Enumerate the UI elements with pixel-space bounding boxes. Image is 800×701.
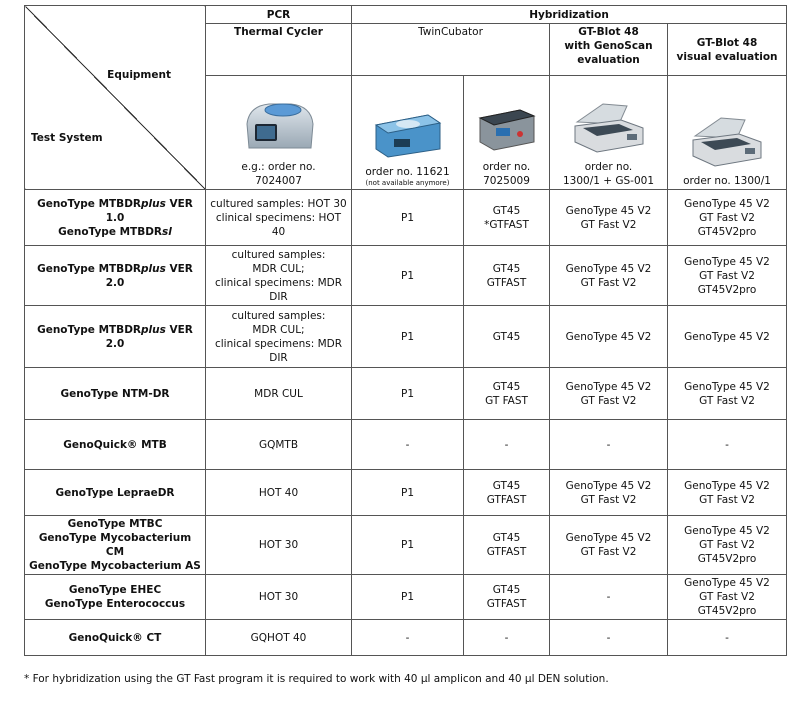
gtblot-genoscan-header: GT-Blot 48 with GenoScan evaluation <box>550 24 668 76</box>
table-row <box>25 420 787 470</box>
twincubator-old-program-cell: P1 <box>352 306 464 368</box>
genoscan-program-cell: - <box>550 620 668 656</box>
test-system-cell: GenoType EHEC GenoType Enterococcus <box>25 575 206 620</box>
pcr-program-cell: MDR CUL <box>206 368 352 420</box>
twincubator-new-program-cell: GT45 GTFAST <box>464 470 550 516</box>
twincubator-old-cell: order no. 11621 (not available anymore) <box>352 76 464 190</box>
twincubator-old-program-cell: P1 <box>352 190 464 246</box>
test-system-cell: GenoQuick® MTB <box>25 420 206 470</box>
genoscan-program-cell: GenoType 45 V2 GT Fast V2 <box>550 368 668 420</box>
test-system-cell: GenoType MTBDRplus VER 2.0 <box>25 306 206 368</box>
genoscan-program-cell: - <box>550 575 668 620</box>
pcr-header: PCR <box>206 6 352 24</box>
twincubator-old-program-cell: P1 <box>352 246 464 306</box>
test-system-cell: GenoQuick® CT <box>25 620 206 656</box>
twincubator-new-program-cell: GT45 <box>464 306 550 368</box>
twincubator-old-program-cell: - <box>352 620 464 656</box>
twincubator-new-program-cell: GT45 *GTFAST <box>464 190 550 246</box>
twincubator-new-program-cell: - <box>464 620 550 656</box>
test-system-cell: GenoType NTM-DR <box>25 368 206 420</box>
visual-program-cell: GenoType 45 V2 GT Fast V2 GT45V2pro <box>668 190 787 246</box>
pcr-program-cell: HOT 30 <box>206 575 352 620</box>
twincubator-old-program-cell: P1 <box>352 516 464 575</box>
gtblot-genoscan-device-image <box>569 98 649 154</box>
pcr-program-cell: HOT 30 <box>206 516 352 575</box>
gtblot-visual-header: GT-Blot 48 visual evaluation <box>668 24 787 76</box>
twincubator-new-program-cell: GT45 GTFAST <box>464 516 550 575</box>
twincubator-new-program-cell: GT45 GTFAST <box>464 246 550 306</box>
genoscan-program-cell: GenoType 45 V2 GT Fast V2 <box>550 516 668 575</box>
genoscan-program-cell: GenoType 45 V2 GT Fast V2 <box>550 190 668 246</box>
table-row <box>25 368 787 420</box>
twincubator-device-image <box>370 103 446 159</box>
table-row <box>25 190 787 246</box>
genoscan-program-cell: - <box>550 420 668 470</box>
table-body <box>25 190 787 656</box>
table-row <box>25 516 787 575</box>
table-row <box>25 246 787 306</box>
table-row <box>25 470 787 516</box>
twincubator-new-cell: order no. 7025009 <box>464 76 550 190</box>
test-system-cell: GenoType MTBDRplus VER 1.0 GenoType MTBDRsl <box>25 190 206 246</box>
thermal-cycler-device-image <box>239 94 319 154</box>
pcr-program-cell: GQMTB <box>206 420 352 470</box>
twincubator-header: TwinCubator <box>352 24 550 76</box>
twincubator-old-program-cell: - <box>352 420 464 470</box>
visual-program-cell: GenoType 45 V2 GT Fast V2 GT45V2pro <box>668 516 787 575</box>
twincubator-old-program-cell: P1 <box>352 368 464 420</box>
genoscan-program-cell: GenoType 45 V2 GT Fast V2 <box>550 246 668 306</box>
twincubator-new-program-cell: - <box>464 420 550 470</box>
gtblot-visual-device-image <box>687 112 767 168</box>
pcr-program-cell: HOT 40 <box>206 470 352 516</box>
twincubator-new-device-image <box>474 98 540 154</box>
footnote: * For hybridization using the GT Fast program it is required to work with 40 µl amplicon and 40 µl DEN solution. <box>24 673 609 685</box>
thermal-cycler-header: Thermal Cycler <box>206 24 352 76</box>
table-row <box>25 306 787 368</box>
pcr-program-cell: cultured samples: MDR CUL; clinical specimens: MDR DIR <box>206 306 352 368</box>
equipment-header: Equipment <box>107 69 171 81</box>
test-system-cell: GenoType LepraeDR <box>25 470 206 516</box>
visual-program-cell: - <box>668 620 787 656</box>
gtblot-visual-cell: order no. 1300/1 <box>668 76 787 190</box>
gtblot-genoscan-cell: order no. 1300/1 + GS-001 <box>550 76 668 190</box>
twincubator-old-program-cell: P1 <box>352 470 464 516</box>
visual-program-cell: GenoType 45 V2 GT Fast V2 <box>668 470 787 516</box>
table-row <box>25 575 787 620</box>
table-row <box>25 620 787 656</box>
visual-program-cell: GenoType 45 V2 GT Fast V2 <box>668 368 787 420</box>
visual-program-cell: GenoType 45 V2 <box>668 306 787 368</box>
pcr-program-cell: cultured samples: MDR CUL; clinical specimens: MDR DIR <box>206 246 352 306</box>
test-system-cell: GenoType MTBC GenoType Mycobacterium CM GenoType Mycobacterium AS <box>25 516 206 575</box>
visual-program-cell: - <box>668 420 787 470</box>
twincubator-new-program-cell: GT45 GT FAST <box>464 368 550 420</box>
genoscan-program-cell: GenoType 45 V2 GT Fast V2 <box>550 470 668 516</box>
equipment-compatibility-table <box>24 5 787 656</box>
genoscan-program-cell: GenoType 45 V2 <box>550 306 668 368</box>
pcr-program-cell: cultured samples: HOT 30 clinical specimens: HOT 40 <box>206 190 352 246</box>
diagonal-header-cell <box>25 6 206 190</box>
visual-program-cell: GenoType 45 V2 GT Fast V2 GT45V2pro <box>668 575 787 620</box>
test-system-header: Test System <box>31 132 103 144</box>
twincubator-new-program-cell: GT45 GTFAST <box>464 575 550 620</box>
pcr-program-cell: GQHOT 40 <box>206 620 352 656</box>
twincubator-old-program-cell: P1 <box>352 575 464 620</box>
hybridization-header: Hybridization <box>352 6 787 24</box>
thermal-cycler-cell: e.g.: order no. 7024007 <box>206 76 352 190</box>
visual-program-cell: GenoType 45 V2 GT Fast V2 GT45V2pro <box>668 246 787 306</box>
test-system-cell: GenoType MTBDRplus VER 2.0 <box>25 246 206 306</box>
